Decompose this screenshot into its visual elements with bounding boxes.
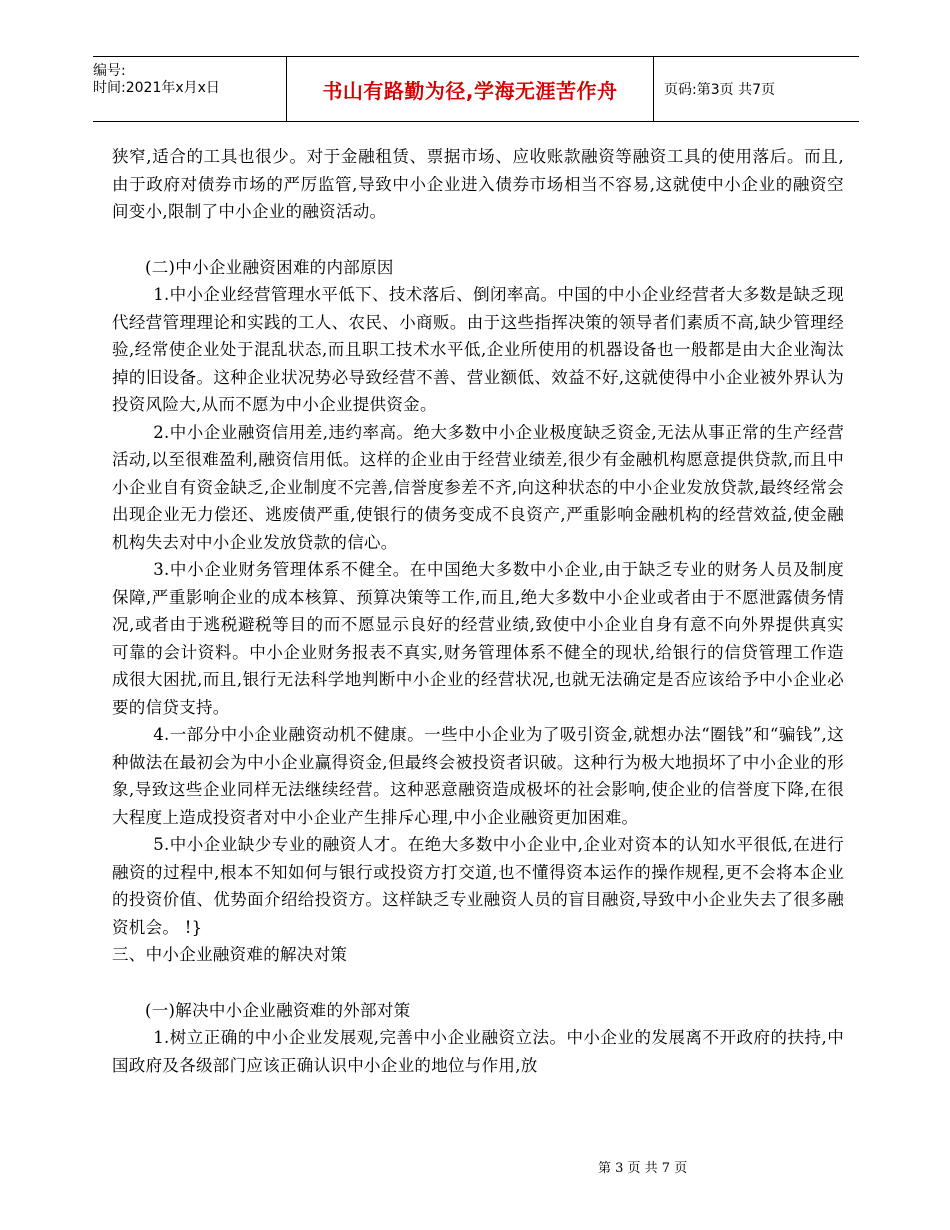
document-body (112, 143, 844, 1079)
heading-section-3: 三、中小企业融资难的解决对策 (112, 945, 348, 964)
page-header (93, 56, 859, 122)
paragraph-1: 狭窄,适合的工具也很少。对于金融租赁、票据市场、应收账款融资等融资工具的使用落后。而且,由于政府对债券市场的严厉监管,导致中小企业进入债券市场相当不容易,这就使中小企业的融资空间变小,限制了中小企业的融资活动。 (112, 147, 844, 221)
paragraph-2: 1.中小企业经营管理水平低下、技术落后、倒闭率高。中国的中小企业经营者大多数是缺乏现代经营管理理论和实践的工人、农民、小商贩。由于这些指挥决策的领导者们素质不高,缺少管理经验,经常使企业处于混乱状态,而且职工技术水平低,企业所使用的机器设备也一般都是由大企业淘汰掉的旧设备。这种企业状况势必导致经营不善、营业额低、效益不好,这就使得中小企业被外界认为投资风险大,从而不愿为中小企业提供资金。 (112, 285, 844, 414)
header-page-info: 页码:第3页 共7页 (664, 82, 775, 98)
header-meta (93, 57, 286, 121)
paragraph-3: 2.中小企业融资信用差,违约率高。绝大多数中小企业极度缺乏资金,无法从事正常的生产经营活动,以至很难盈利,融资信用低。这样的企业由于经营业绩差,很少有金融机构愿意提供贷款,而且中小企业自有资金缺乏,企业制度不完善,信誉度参差不齐,向这种状态的中小企业发放贷款,最终经常会出现企业无力偿还、逃废债严重,使银行的债务变成不良资产,严重影响金融机构的经营效益,使金融机构失去对中小企业发放贷款的信心。 (112, 422, 844, 552)
paragraph-6: 5.中小企业缺少专业的融资人才。在绝大多数中小企业中,企业对资本的认知水平很低,在进行融资的过程中,根本不知如何与银行或投资方打交道,也不懂得资本运作的操作规程,更不会将本企业的投资价值、优势面介绍给投资方。这样缺乏专业融资人员的盲目融资,导致中小企业失去了很多融资机会。 !} (112, 835, 844, 937)
page-footer: 第 3 页 共 7 页 (598, 1161, 688, 1176)
paragraph-4: 3.中小企业财务管理体系不健全。在中国绝大多数中小企业,由于缺乏专业的财务人员及制度保障,严重影响企业的成本核算、预算决策等工作,而且,绝大多数中小企业或者由于不愿泄露债务情况,或者由于逃税避税等目的而不愿显示良好的经营业绩,致使中小企业自身有意不向外界提供真实可靠的会计资料。中小企业财务报表不真实,财务管理体系不健全的现状,给银行的信贷管理工作造成很大困扰,而且,银行无法科学地判断中小企业的经营状况,也就无法确定是否应该给予中小企业必要的信贷支持。 (112, 560, 844, 717)
paragraph-7: 1.树立正确的中小企业发展观,完善中小企业融资立法。中小企业的发展离不开政府的扶持,中国政府及各级部门应该正确认识中小企业的地位与作用,放 (112, 1028, 844, 1075)
heading-external-measures: (一)解决中小企业融资难的外部对策 (145, 1000, 411, 1020)
document-time: 时间:2021年x月x日 (93, 80, 220, 96)
paragraph-5: 4.一部分中小企业融资动机不健康。一些中小企业为了吸引资金,就想办法“圈钱”和“骗钱”,这种做法在最初会为中小企业赢得资金,但最终会被投资者识破。这种行为极大地损坏了中小企业的形象,导致这些企业同样无法继续经营。这种恶意融资造成极坏的社会影响,使企业的信誉度下降,在很大程度上造成投资者对中小企业产生排斥心理,中小企业融资更加困难。 (112, 725, 844, 827)
heading-internal-reasons: (二)中小企业融资困难的内部原因 (145, 257, 394, 277)
document-number-label: 编号: (93, 63, 126, 79)
header-motto: 书山有路勤为径,学海无涯苦作舟 (286, 57, 654, 121)
